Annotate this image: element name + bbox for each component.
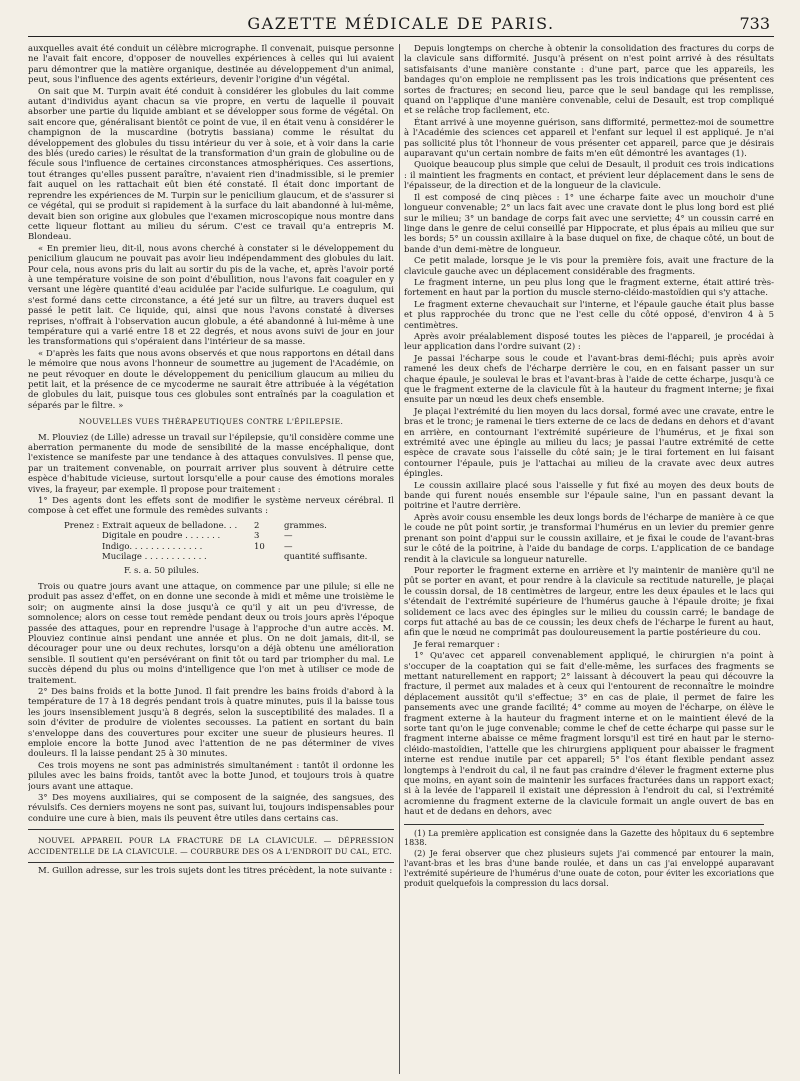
section-heading-epilepsy: NOUVELLES VUES THÉRAPEUTIQUES CONTRE L'ÉPILEPSIE. [78, 417, 344, 427]
paragraph: Ce petit malade, lorsque je le vis pour la première fois, avait une fracture de la clavicule gauche avec un déplacement considérable des fragments. [404, 256, 774, 277]
recipe-item: Indigo. . . . . . . . . . . . . . [102, 541, 203, 552]
page-header [28, 14, 774, 37]
paragraph: M. Plouviez (de Lille) adresse un travail sur l'épilepsie, qu'il considère comme une aberration permanente du mode de sensibilité de la masse encéphalique, dont l'existence se manifeste par une tendance à des attaques convulsives. Il pense que, par un traitement convenable, on pourrait arriver plus souvent à détruire cette espèce d'habitude vicieuse, surtout lorsqu'elle a pour cause des émotions morales vives, la frayeur, par exemple. Il propose pour traitement : [28, 432, 394, 495]
recipe-qty [254, 552, 284, 562]
section-heading-clavicle: NOUVEL APPAREIL POUR LA FRACTURE DE LA CLAVICULE. — DÉPRESSION ACCIDENTELLE DE LA CLAVICULE. — COURBURE DES OS A L'ENDROIT DU CAL, ETC. [28, 836, 394, 856]
recipe-formula [64, 521, 394, 563]
recipe-unit: — [284, 541, 293, 552]
paragraph: « D'après les faits que nous avons observés et que nous rapportons en détail dans le mémoire que nous avons l'honneur de soumettre au jugement de l'Académie, on ne peut révoquer en doute le développement du penicilium glaucum au milieu du petit lait, et la présence de ce mycoderme ne saurait être attribuée à la végétation de globules du lait, puisque tous ces globules sont entraînés par la coagulation et séparés par le filtre. » [28, 348, 394, 411]
paragraph: Le coussin axillaire placé sous l'aisselle y fut fixé au moyen des deux bouts de bande qui furent noués ensemble sur l'épaule saine, l'un en passant devant la poitrine et l'autre derrière. [404, 480, 774, 512]
recipe-row [64, 521, 394, 531]
paragraph: Il est composé de cinq pièces : 1° une écharpe faite avec un mouchoir d'une longueur convenable; 2° un lacs fait avec une cravate dont le plus long bord est plié sur le milieu; 3° un bandage de corps fait avec une serviette; 4° un coussin carré en linge dans le genre de celui conseillé par Hippocrate, et plus épais au milieu que sur les bords; 5° un coussin axillaire à la base duquel on fixe, de chaque côté, un bout de bande d'un demi-mètre de longueur. [404, 192, 774, 255]
paragraph: Je ferai remarquer : [414, 639, 500, 650]
paragraph: 3° Des moyens auxiliaires, qui se composent de la saignée, des sangsues, des révulsifs. Ces derniers moyens ne sont pas, suivant lui, toujours indispensables pour conduire une cure à bien, mais ils peuvent être utiles dans certains cas. [28, 793, 394, 824]
recipe-item: Digitale en poudre . . . . . . . [102, 531, 221, 542]
section-rule [28, 829, 394, 830]
recipe-qty: 2 [254, 520, 260, 531]
recipe-item: Mucilage . . . . . . . . . . . . [102, 552, 207, 563]
paragraph: Le fragment externe chevauchait sur l'interne, et l'épaule gauche était plus basse et plus rapprochée du tronc que ne l'est celle du côté opposé, d'environ 4 à 5 centimètres. [404, 299, 774, 331]
paragraph: Trois ou quatre jours avant une attaque, on commence par une pilule; si elle ne produit pas assez d'effet, on en donne une seconde à midi et même une troisième le soir; on augmente ainsi la dose jusqu'à ce qu'il y ait un peu d'ivresse, de somnolence; alors on cesse tout remède pendant deux ou trois jours après l'époque passée des attaques, pour en reprendre l'usage à l'approche d'un autre accès. M. Plouviez continue ainsi pendant une année et plus. On ne doit jamais, dit-il, se décourager pour une ou deux rechutes, lorsqu'on a déjà obtenu une amélioration sensible. Il soutient qu'en persévérant on finit tôt ou tard par triompher du mal. Le succès dépend du plus ou moins d'intelligence que l'on met à utiliser ce mode de traitement. [28, 581, 394, 686]
recipe-item: Prenez : Extrait aqueux de belladone. . . [64, 520, 238, 531]
paragraph: auxquelles avait été conduit un célèbre micrographe. Il convenait, puisque personne ne l'avait fait encore, d'opposer de nouvelles expériences à celles qui lui avaient paru démontrer que la matière organique, destinée au développement d'un animal, peut, sous l'influence des agents extérieurs, devenir l'origine d'un végétal. [28, 44, 394, 86]
paragraph: Quoique beaucoup plus simple que celui de Desault, il produit ces trois indications : il maintient les fragments en contact, et prévient leur déplacement dans le sens de l'épaisseur, de la direction et de la longueur de la clavicule. [404, 160, 774, 192]
recipe-row [64, 552, 394, 562]
footnote-rule [404, 824, 764, 825]
right-column [404, 44, 774, 1074]
recipe-unit: grammes. [284, 520, 327, 531]
paragraph: Étant arrivé à une moyenne guérison, sans difformité, permettez-moi de soumettre à l'Académie des sciences cet appareil et l'enfant sur lequel il est appliqué. Je n'ai pas sollicité plus tôt l'honneur de vous présenter cet appareil, parce que je désirais auparavant qu'un certain nombre de faits m'en eût démontré les avantages (1). [404, 117, 774, 160]
paragraph: 2° Des bains froids et la botte Junod. Il fait prendre les bains froids d'abord à la température de 17 à 18 degrés pendant trois à quatre minutes, puis il la baisse tous les jours insensiblement jusqu'à 8 degrés, selon la susceptibilité des malades. Il a soin d'éviter de produire de violentes secousses. La patient en sortant du bain s'enveloppe dans des couvertures pour exciter une sueur de plusieurs heures. Il emploie encore la botte Junod avec l'attention de ne pas déterminer de vives douleurs. Il la laisse pendant 25 à 30 minutes. [28, 686, 394, 760]
recipe-row [64, 531, 394, 541]
paragraph: On sait que M. Turpin avait été conduit à considérer les globules du lait comme autant d'individus ayant chacun sa vie propre, en vertu de laquelle il pouvait absorber une partie du liquide ambiant et se développer sous forme de végétal. On sait encore que, généralisant bientôt ce point de vue, il en était venu à considérer le champignon de la muscardine (botrytis bassiana) comme le résultat du développement des globules du tissu intérieur du ver à soie, et à voir dans la carie des blés (uredo caries) le résultat de la transformation d'un grain de globuline ou de fécule sous l'influence de certaines circonstances atmosphériques. Ces assertions, tout étranges qu'elles pussent paraître, n'avaient rien d'inadmissible, si le premier fait auquel on les rattachait eût bien été constaté. Il était donc important de reprendre les expériences de M. Turpin sur le penicilium glaucum, et de s'assurer si ce végétal, qui se produit si rapidement à la surface du lait abandonné à lui-même, devait bien son origine aux globules que l'examen microscopique nous montre dans cette liqueur flottant au milieu du sérum. C'est ce travail qu'a entrepris M. Blondeau. [28, 86, 394, 243]
paragraph: « En premier lieu, dit-il, nous avons cherché à constater si le développement du penicilium glaucum ne pouvait pas avoir lieu indépendamment des globules du lait. Pour cela, nous avons pris du lait au sortir du pis de la vache, et, après l'avoir porté à une température voisine de son point d'ébullition, nous l'avons fait coaguler en y versant une légère quantité d'eau acidulée par l'acide sulfurique. Le coagulum, qui s'est formé dans cette circonstance, a été jeté sur un filtre, au travers duquel est passé le petit lait. Ce liquide, qui, ainsi que nous l'avons constaté à diverses reprises, n'offrait à l'observation aucun globule, a été abandonné à lui-même à une température qui a varié entre 18 et 22 degrés, et nous avons suivi de jour en jour les transformations qui s'opéraient dans l'intérieur de sa masse. [28, 243, 394, 348]
footnote: (2) Je ferai observer que chez plusieurs sujets j'ai commencé par entourer la main, l'avant-bras et les bras d'une bande roulée, et dans un cas j'ai enveloppé auparavant l'extrémité supérieure de l'humérus d'une ouate de coton, pour éviter les excoriations que produit quelquefois la compression du lacs dorsal. [404, 849, 774, 888]
paragraph: Pour reporter le fragment externe en arrière et l'y maintenir de manière qu'il ne pût se porter en avant, et pour rendre à la clavicule sa rectitude naturelle, je plaçai le coussin dorsal, de 18 centimètres de largeur, entre les deux épaules et le lacs qui s'étendait de l'extrémité supérieure de l'humérus gauche à l'épaule droite; je fixai solidement ce lacs avec des épingles sur le milieu du coussin carré; le bandage de corps fut attaché au bas de ce coussin; les deux chefs de l'écharpe le furent au haut, afin que le nœud ne comprimât pas douloureusement la partie postérieure du cou. [404, 565, 774, 639]
paragraph: Ces trois moyens ne sont pas administrés simultanément : tantôt il ordonne les pilules avec les bains froids, tantôt avec la botte Junod, et toujours trois à quatre jours avant une attaque. [28, 760, 394, 792]
paragraph: M. Guillon adresse, sur les trois sujets dont les titres précèdent, la note suivante : [38, 866, 393, 877]
recipe-row [64, 542, 394, 552]
recipe-unit: — [284, 531, 293, 542]
recipe-instruction: F. s. a. 50 pilules. [124, 565, 199, 576]
paragraph: 1° Des agents dont les effets sont de modifier le système nerveux cérébral. Il compose à cet effet une formule des remèdes suivants : [28, 496, 394, 517]
paragraph: Après avoir cousu ensemble les deux longs bords de l'écharpe de manière à ce que le coude ne pût point sortir, je transformai l'humérus en un levier du premier genre prenant son point d'appui sur le coussin axillaire, et je fixai le coude de l'avant-bras sur le côté de la poitrine, à l'aide du bandage de corps. L'application de ce bandage rendit à la clavicule sa longueur naturelle. [404, 512, 774, 565]
recipe-qty: 3 [254, 531, 260, 542]
paragraph: 1° Qu'avec cet appareil convenablement appliqué, le chirurgien n'a point à s'occuper de la coaptation qui se fait d'elle-même, les surfaces des fragments se mettant naturellement en rapport; 2° laissant à découvert la peau qui découvre la fracture, il permet aux malades et à ceux qui l'entourent de reconnaître le moindre déplacement aussitôt qu'il s'effectue; 3° en cas de plaie, il permet de faire les pansements avec une grande facilité; 4° comme au moyen de l'écharpe, on élève le fragment externe à la hauteur du fragment interne et on le maintient élevé de la sorte tant qu'on le juge convenable; comme le chef de cette écharpe qui passe sur le fragment interne abaisse ce même fragment lorsqu'il est tiré en haut par le sterno-cléido-mastoïdien, l'attelle que les chirurgiens appliquent pour abaisser le fragment interne est rendue inutile par cet appareil; 5° l'os étant flexible pendant assez longtemps à l'endroit du cal, il ne faut pas craindre d'élever le fragment externe plus que moins, en ayant soin de maintenir les surfaces fracturées dans un rapport exact; si à la levée de l'appareil il existait une dépression à l'endroit du cal, si l'extrémité acromienne du fragment externe de la clavicule formait un angle ouvert de bas en haut et de dedans en dehors, avec [404, 651, 774, 818]
paragraph: Je plaçai l'extrémité du lien moyen du lacs dorsal, formé avec une cravate, entre le bras et le tronc; je ramenai le tiers externe de ce lacs de dedans en dehors et d'avant en arrière, en contournant l'extrémité supérieure de l'humérus, et je fixai son extrémité avec une épingle au milieu du lacs; je passai l'autre extrémité de cette espèce de cravate sous l'aisselle du côté sain; je le tirai fortement en lui faisant contourner l'épaule, puis je l'attachai au milieu de la cravate avec deux autres épingles. [404, 406, 774, 480]
footnote: (1) La première application est consignée dans la Gazette des hôpitaux du 6 septembre 1838. [404, 828, 774, 848]
column-divider [399, 44, 400, 1074]
paragraph: Le fragment interne, un peu plus long que le fragment externe, était attiré très-fortement en haut par la portion du muscle sterno-cléido-mastoïdien qui s'y attache. [404, 277, 774, 299]
recipe-unit: quantité suffisante. [284, 552, 368, 563]
journal-title: GAZETTE MÉDICALE DE PARIS. [247, 14, 555, 33]
paragraph: Depuis longtemps on cherche à obtenir la consolidation des fractures du corps de la clavicule sans difformité. Jusqu'à présent on n'est point arrivé à des résultats satisfaisants d'une manière constante : d'une part, parce que les appareils, les bandages qu'on emploie ne remplissent pas les trois indications que présentent ces sortes de fractures; en second lieu, parce que le seul bandage qui les remplisse, quand on l'applique d'une manière convenable, celui de Desault, est trop compliqué et se relâche trop facilement, etc. [404, 44, 774, 117]
recipe-qty: 10 [254, 541, 265, 552]
paragraph: Je passai l'écharpe sous le coude et l'avant-bras demi-fléchi; puis après avoir ramené les deux chefs de l'écharpe derrière le cou, en en faisant passer un sur chaque épaule, je soulevai le bras et l'avant-bras à l'aide de cette écharpe, jusqu'à ce que le fragment externe de la clavicule fût à la hauteur du fragment interne; je fixai ensuite par un nœud les deux chefs ensemble. [404, 353, 774, 406]
left-column [28, 44, 394, 1074]
paragraph: Après avoir préalablement disposé toutes les pièces de l'appareil, je procédai à leur application dans l'ordre suivant (2) : [404, 331, 774, 353]
section-rule [28, 862, 394, 863]
page-number: 733 [739, 14, 770, 33]
